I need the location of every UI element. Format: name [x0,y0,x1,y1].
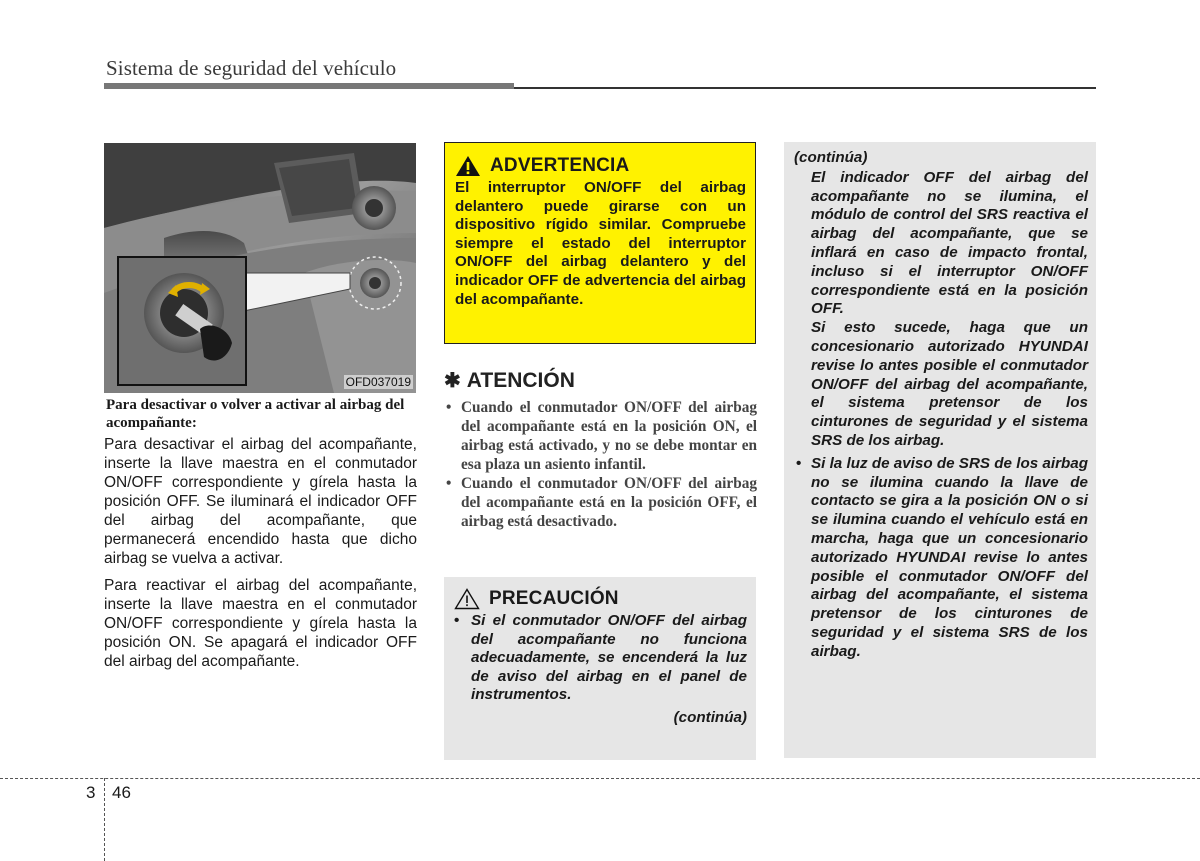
caution-title: PRECAUCIÓN [489,588,619,609]
chapter-number: 3 [86,783,96,802]
attention-header [444,368,575,393]
figure-code: OFD037019 [345,375,411,389]
caution-triangle-icon [454,588,480,610]
continuation-label: (continúa) [794,149,868,166]
attention-item: • Cuando el conmutador ON/OFF del airbag del acompañante está en la posición ON, el airbag está activado, y no se debe montar en esa plaza un asiento infantil. [446,399,757,473]
title-rule-thin [514,87,1096,89]
attention-item-text: Cuando el conmutador ON/OFF del airbag del acompañante está en la posición ON, el airbag está activado, y no se debe montar en esa plaza un asiento infantil. [461,399,757,473]
attention-title: ATENCIÓN [466,368,575,392]
warning-box [444,142,756,344]
airbag-switch-figure [104,143,416,393]
continuation-box [784,142,1096,758]
attention-list [444,398,757,531]
attention-item-text: Cuando el conmutador ON/OFF del airbag del acompañante está en la posición OFF, el airbag está desactivado. [461,475,757,530]
dashboard-illustration [104,143,416,393]
deactivate-paragraph: Para desactivar el airbag del acompañante, inserte la llave maestra en el conmutador ON/OFF correspondiente y gírela hasta la posición OFF. Se iluminará el indicador OFF del airbag del acompañante, que permanecerá encendido hasta que dicho airbag se vuelva a activar. [104,436,417,567]
continuation-item-text: Si la luz de aviso de SRS de los airbag no se ilumina cuando la llave de contacto se gira a la posición ON o si se ilumina cuando el vehículo está en marcha, haga que un concesionario autorizado HYUNDAI revise lo antes posible el conmutador ON/OFF del airbag del acompañante, el sistema pretensor de los cinturones de seguridad y el sistema SRS de los airbag. [811,454,1088,660]
caution-item: • Si el conmutador ON/OFF del airbag del acompañante no funciona adecuadamente, se encenderá la luz de aviso del airbag en el panel de instrumentos. [454,612,747,704]
warning-title: ADVERTENCIA [490,155,630,176]
column1-body [104,435,417,679]
warning-header [455,155,746,177]
page-number: 46 [112,783,131,802]
caution-item-text: Si el conmutador ON/OFF del airbag del acompañante no funciona adecuadamente, se encenderá la luz de aviso del airbag en el panel de instrumentos. [471,612,747,704]
reactivate-paragraph: Para reactivar el airbag del acompañante, inserte la llave maestra en el conmutador ON/OFF correspondiente y gírela hasta la posición ON. Se apagará el indicador OFF del airbag del acompañante. [104,577,417,670]
caution-continues: (continúa) [673,708,747,726]
warning-triangle-icon [455,155,481,177]
continuation-item: • Si la luz de aviso de SRS de los airbag no se ilumina cuando la llave de contacto se gira a la posición ON o si se ilumina cuando el vehículo está en marcha, haga que un concesionario autorizado HYUNDAI revise lo antes posible el conmutador ON/OFF del airbag del acompañante, el sistema pretensor de los cinturones de seguridad y el sistema SRS de los airbag. [796,454,1088,660]
caution-body [454,612,747,728]
attention-item: • Cuando el conmutador ON/OFF del airbag del acompañante está en la posición OFF, el airbag está desactivado. [446,475,757,530]
caution-box [444,577,756,760]
warning-text: El interruptor ON/OFF del airbag delantero puede girarse con un dispositivo rígido similar. Compruebe siempre el estado del interruptor ON/OFF del airbag delantero y del indicador OFF de advertencia del airbag del acompañante. [455,179,746,308]
continuation-paragraph-2: Si esto sucede, haga que un concesionario autorizado HYUNDAI revise lo antes posible el conmutador ON/OFF del airbag del acompañante, el sistema pretensor de los cinturones de seguridad y el sistema SRS de los airbag. [811,319,1088,449]
continuation-paragraph-1: El indicador OFF del airbag del acompañante no se ilumina, el módulo de control del SRS reactiva el airbag del acompañante, que se inflará en caso de impacto frontal, incluso si el interruptor ON/OFF correspondiente está en la posición OFF. [811,168,1088,318]
section-title: Sistema de seguridad del vehículo [106,56,397,80]
footer-vertical-rule [104,778,105,861]
asterisk-star-icon: ✱ [444,370,461,392]
caution-header [454,588,747,610]
figure-caption: Para desactivar o volver a activar al airbag del acompañante: [106,397,405,431]
title-rule-thick [104,83,514,89]
footer-dashed-rule [0,778,1200,779]
